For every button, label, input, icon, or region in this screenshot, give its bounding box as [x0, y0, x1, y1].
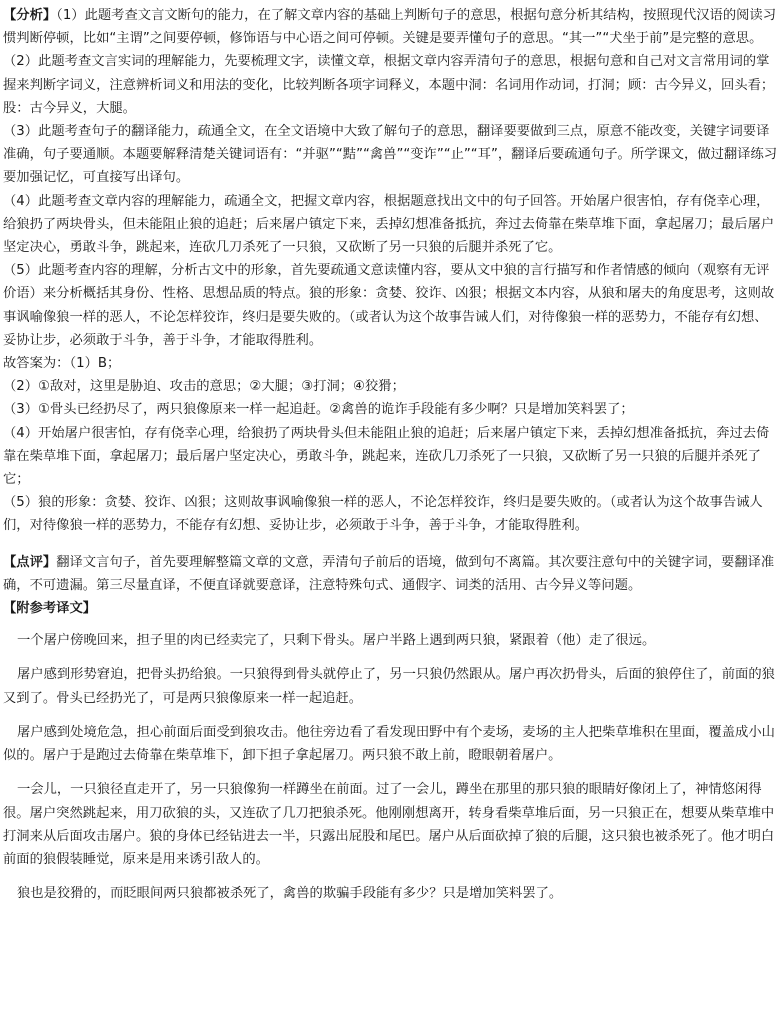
translation-para-5: 狼也是狡猾的，而眨眼间两只狼都被杀死了，禽兽的欺骗手段能有多少？只是增加笑料罢了。 — [17, 886, 563, 902]
translation-tag: 【附参考译文】 — [3, 601, 97, 617]
analysis-item-2: （2）此题考查文言实词的理解能力，先要梳理文字，读懂文章，根据文章内容弄清句子的意思，根据句意和自己对文言常用词的掌握来判断字词义，注意辨析词义和用法的变化，比较判断各项字词释义，本题中洞：名词用作动词，打洞；顾：古今异义，回头看；股：古今异义，大腿。 — [3, 54, 775, 116]
answer-item-2: （2）①敌对，这里是胁迫、攻击的意思；②大腿；③打洞；④狡猾； — [3, 379, 405, 395]
answer-item-4: （4）开始屠户很害怕，存有侥幸心理，给狼扔了两块骨头但未能阻止狼的追赶；后来屠户镇定下来，丢掉幻想准备抵抗，奔过去倚靠在柴草堆下面，拿起屠刀；最后屠户坚定决心，勇敢斗争，跳起来，连砍几刀杀死了一只狼，又砍断了另一只狼的后腿并杀死了它； — [3, 425, 770, 488]
analysis-item-5: （5）此题考查内容的理解，分析古文中的形象，首先要疏通文意读懂内容，要从文中狼的言行描写和作者情感的倾向（观察有无评价语）来分析概括其身份、性格、思想品质的特点。狼的形象：贪婪、狡诈、凶狠；根据文本内容，从狼和屠夫的角度思考，这则故事讽喻像狼一样的恶人，不论怎样狡诈，终归是要失败的。（或者认为这个故事告诫人们，对待像狼一样的恶势力，不能存有幻想、妥协让步，必须敢于斗争，善于斗争，才能取得胜利。 — [3, 263, 775, 348]
answer-intro: 故答案为：（1）B； — [3, 356, 121, 372]
comment-tag: 【点评】 — [3, 554, 57, 570]
translation-para-2: 屠户感到形势窘迫，把骨头扔给狼。一只狼得到骨头就停止了，另一只狼仍然跟从。屠户再次扔骨头，后面的狼停住了，前面的狼又到了。骨头已经扔光了，可是两只狼像原来一样一起追赶。 — [3, 667, 775, 706]
analysis-item-4: （4）此题考查文章内容的理解能力，疏通全文，把握文章内容，根据题意找出文中的句子回答。开始屠户很害怕，存有侥幸心理，给狼扔了两块骨头，但未能阻止狼的追赶；后来屠户镇定下来，丢掉幻想准备抵抗，奔过去倚靠在柴草堆下面，拿起屠刀；最后屠户坚定决心，勇敢斗争，跳起来，连砍几刀杀死了一只狼，又砍断了另一只狼的后腿并杀死了它。 — [3, 193, 775, 256]
analysis-item-1: （1）此题考查文言文断句的能力，在了解文章内容的基础上判断句子的意思，根据句意分析其结构，按照现代汉语的阅读习惯判断停顿，比如“主谓”之间要停顿，修饰语与中心语之间可停顿。关键是要弄懂句子的意思。“其一”“犬坐于前”是完整的意思。 — [3, 8, 777, 47]
translation-para-3: 屠户感到处境危急，担心前面后面受到狼攻击。他往旁边看了看发现田野中有个麦场，麦场的主人把柴草堆积在里面，覆盖成小山似的。屠户于是跑过去倚靠在柴草堆下，卸下担子拿起屠刀。两只狼不敢上前，瞪眼朝着屠户。 — [3, 724, 775, 764]
translation-para-4: 一会儿，一只狼径直走开了，另一只狼像狗一样蹲坐在前面。过了一会儿，蹲坐在那里的那只狼的眼睛好像闭上了，神情悠闲得很。屠户突然跳起来，用刀砍狼的头，又连砍了几刀把狼杀死。他刚刚想离开，转身看柴草堆后面，另一只狼正在，想要从柴草堆中打洞来从后面攻击屠户。狼的身体已经钻进去一半，只露出屁股和尾巴。屠户从后面砍掉了狼的后腿，这只狼也被杀死了。他才明白前面的狼假装睡觉，原来是用来诱引敌人的。 — [3, 782, 775, 867]
section-gap — [3, 620, 778, 629]
analysis-p1 — [3, 4, 778, 50]
comment-text: 翻译文言句子，首先要理解整篇文章的文意，弄清句子前后的语境，做到句不离篇。其次要注意句中的关键字词，要翻译准确，不可遗漏。第三尽量直译，不便直译就要意译，注意特殊句式、通假字、词类的活用、古今异义等问题。 — [3, 554, 775, 593]
comment-paragraph — [3, 551, 778, 597]
answer-item-3: （3）①骨头已经扔尽了，两只狼像原来一样一起追赶。②禽兽的诡诈手段能有多少啊？只是增加笑料罢了； — [3, 402, 634, 418]
section-gap — [3, 538, 778, 551]
answer-item-5: （5）狼的形象：贪婪、狡诈、凶狠；这则故事讽喻像狼一样的恶人，不论怎样狡诈，终归是要失败的。（或者认为这个故事告诫人们，对待像狼一样的恶势力，不能存有幻想、妥协让步，必须敢于斗争，善于斗争，才能取得胜利。 — [3, 495, 763, 534]
analysis-item-3: （3）此题考查句子的翻译能力，疏通全文，在全文语境中大致了解句子的意思，翻译要要做到三点，原意不能改变，关键字词要译准确，句子要通顺。本题要解释清楚关键词语有：“并驱”“黠”“禽兽”“变诈”“止”“耳”，翻译后要疏通句子。所学课文，做过翻译练习要加强记忆，可直接写出译句。 — [3, 124, 778, 186]
analysis-tag: 【分析】 — [3, 8, 57, 23]
translation-para-1: 一个屠户傍晚回来，担子里的肉已经卖完了，只剩下骨头。屠户半路上遇到两只狼，紧跟着（他）走了很远。 — [17, 633, 656, 649]
